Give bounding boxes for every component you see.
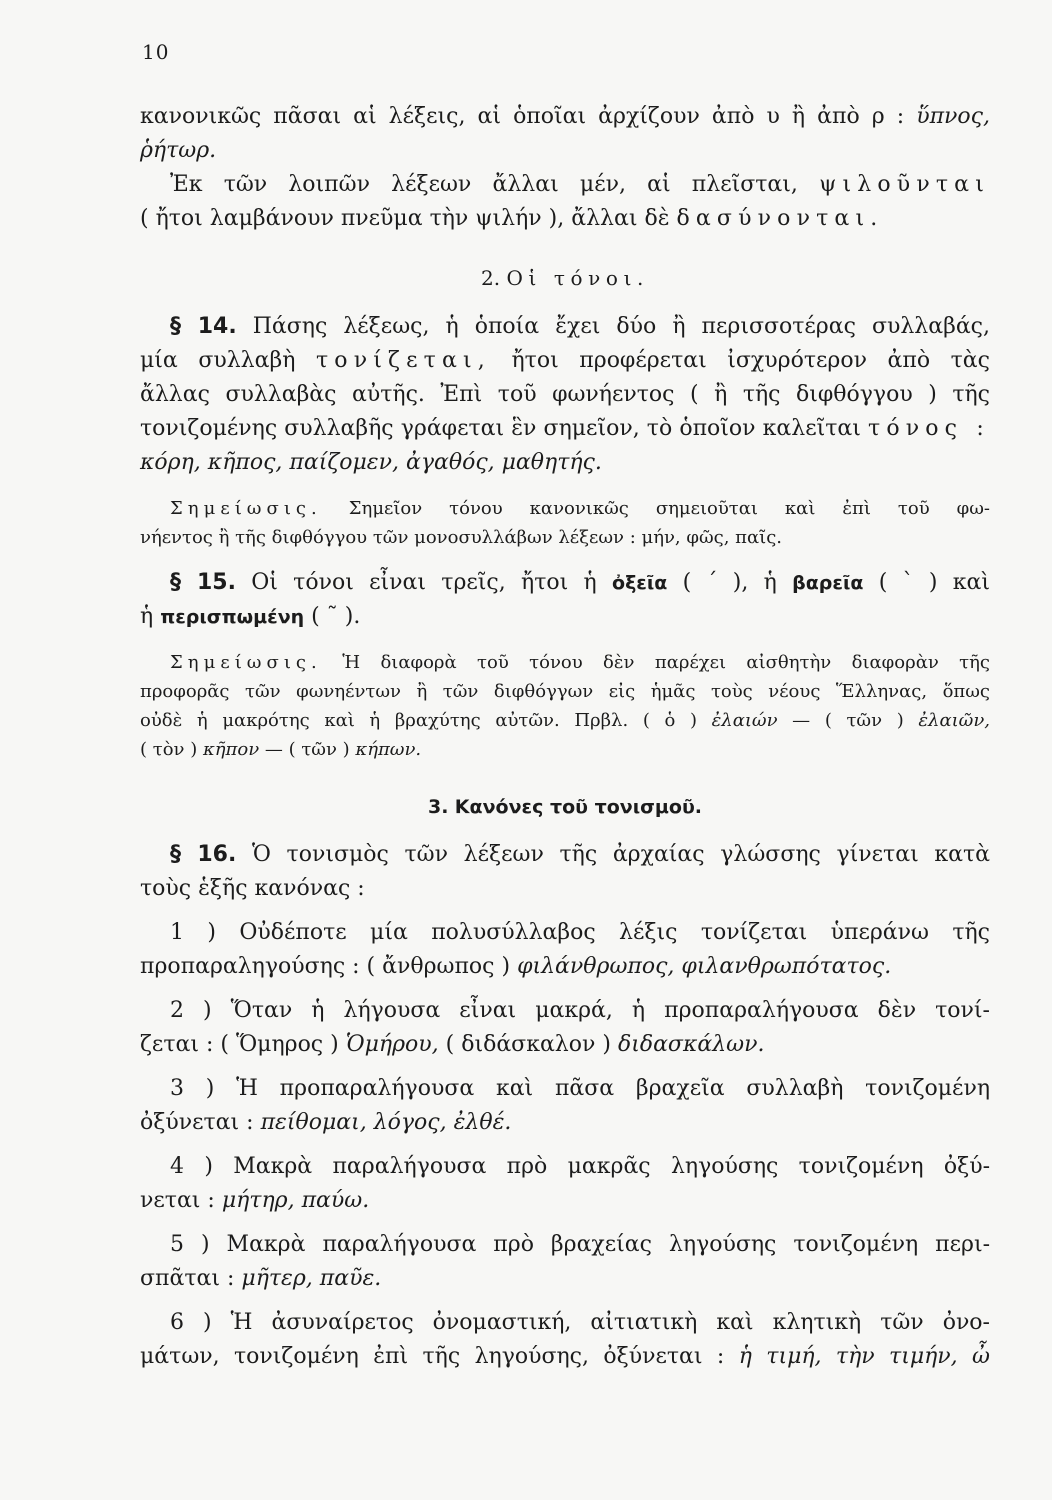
section-heading-3: [140, 794, 990, 818]
note-label: Σημείωσις.: [170, 652, 322, 673]
s15-line-1: [140, 566, 990, 600]
term-bareia: βαρεῖα: [792, 572, 864, 594]
text: μία συλλαβὴ: [140, 348, 316, 373]
example-word: ὕπνος,: [916, 104, 990, 129]
text: ( τὸν ): [140, 739, 203, 760]
heading-number: 3.: [427, 796, 449, 818]
rule-4-line-1: 4 ) Μακρὰ παραλήγουσα πρὸ μακρᾶς ληγούσης τονιζομένη ὀξύ-: [170, 1154, 990, 1179]
s16-line-2: τοὺς ἑξῆς κανόνας :: [140, 876, 365, 901]
section-mark: § 14.: [170, 314, 237, 339]
text: μάτων, τονιζομένη ἐπὶ τῆς ληγούσης, ὀξύνεται :: [140, 1344, 739, 1369]
example-words: πείθομαι, λόγος, ἐλθέ.: [260, 1110, 512, 1135]
text: Σημεῖον τόνου κανονικῶς σημειοῦται καὶ ἐπὶ τοῦ φω-: [321, 498, 990, 519]
rule-5-line-1: 5 ) Μακρὰ παραλήγουσα πρὸ βραχείας ληγούσης τονιζομένη περι-: [170, 1232, 990, 1257]
heading-title: Οἱ τόνοι.: [506, 266, 649, 290]
note1-line-2: νήεντος ἢ τῆς διφθόγγου τῶν μονοσυλλάβων λέξεων : μήν, φῶς, παῖς.: [140, 527, 783, 548]
text: Οἱ τόνοι εἶναι τρεῖς, ἤτοι ἡ: [235, 570, 613, 595]
rule-5-line-2: [140, 1262, 990, 1296]
text: σπᾶται :: [140, 1266, 242, 1291]
s14-line-4: [140, 412, 990, 446]
term-oxeia: ὀξεῖα: [612, 572, 668, 594]
note1-line-1: [140, 494, 990, 523]
text: ( ῀ ).: [304, 604, 361, 629]
text: Ὁ τονισμὸς τῶν λέξεων τῆς ἀρχαίας γλώσσης γίνεται κατὰ: [236, 842, 990, 867]
term-perispomeni: περισπωμένη: [160, 606, 305, 628]
s14-line-5: κόρη, κῆπος, παίζομεν, ἀγαθός, μαθητής.: [140, 450, 602, 475]
example-word: ἐλαιών: [711, 710, 778, 731]
text: Ἡ διαφορὰ τοῦ τόνου δὲν παρέχει αἰσθητὴν διαφορὰν τῆς: [321, 652, 990, 673]
intro-line-4: [140, 202, 990, 236]
rule-3-line-2: [140, 1106, 990, 1140]
text: ( ἤτοι λαμβάνουν πνεῦμα τὴν ψιλήν ), ἄλλαι δὲ: [140, 206, 677, 231]
example-words: ἡ τιμή, τὴν τιμήν, ὦ: [738, 1344, 990, 1369]
heading-number: 2.: [481, 266, 501, 290]
text: — ( τῶν ): [777, 710, 919, 731]
heading-title: Κανόνες τοῦ τονισμοῦ.: [454, 796, 702, 818]
note2-line-3: [140, 706, 990, 735]
rule-6-line-1: 6 ) Ἡ ἀσυναίρετος ὀνομαστική, αἰτιατικὴ καὶ κλητικὴ τῶν ὀνο-: [170, 1310, 990, 1335]
text: ὀξύνεται :: [140, 1110, 261, 1135]
text: Ἐκ τῶν λοιπῶν λέξεων ἄλλαι μέν, αἱ πλεῖσται,: [170, 172, 820, 197]
note2-line-2: προφορᾶς τῶν φωνηέντων ἢ τῶν διφθόγγων εἰς ἡμᾶς τοὺς νέους Ἕλληνας, ὅπως: [140, 681, 990, 702]
text: κανονικῶς πᾶσαι αἱ λέξεις, αἱ ὁποῖαι ἀρχίζουν ἀπὸ υ ἢ ἀπὸ ρ :: [140, 104, 917, 129]
text: οὐδὲ ἡ μακρότης καὶ ἡ βραχύτης αὐτῶν. Πρβλ. ( ὁ ): [140, 710, 712, 731]
section-mark: § 16.: [170, 842, 237, 867]
text: Πάσης λέξεως, ἡ ὁποία ἔχει δύο ἢ περισσοτέρας συλλαβάς,: [236, 314, 990, 339]
text: ( ΄ ), ἡ: [667, 570, 793, 595]
spaced-term: τονίζεται,: [315, 348, 491, 373]
page-number: 10: [142, 40, 170, 64]
text: ( ` ) καὶ: [863, 570, 990, 595]
text: προπαραληγούσης : ( ἄνθρωπος ): [140, 954, 518, 979]
example-words: μήτηρ, παύω.: [221, 1188, 370, 1213]
example-word: κήπων.: [355, 739, 422, 760]
text: ζεται : ( Ὅμηρος ): [140, 1032, 346, 1057]
rule-1-line-1: 1 ) Οὐδέποτε μία πολυσύλλαβος λέξις τονίζεται ὑπεράνω τῆς: [170, 920, 990, 945]
rule-1-line-2: [140, 950, 990, 984]
spaced-term: δασύνονται.: [676, 206, 884, 231]
example-words: μῆτερ, παῦε.: [241, 1266, 382, 1291]
rule-2-line-1: 2 ) Ὅταν ἡ λήγουσα εἶναι μακρά, ἡ προπαραλήγουσα δὲν τονί-: [170, 998, 990, 1023]
rule-3-line-1: 3 ) Ἡ προπαραλήγουσα καὶ πᾶσα βραχεῖα συλλαβὴ τονιζομένη: [170, 1076, 990, 1101]
text: νεται :: [140, 1188, 222, 1213]
text: ἤτοι προφέρεται ἰσχυρότερον ἀπὸ τὰς: [490, 348, 990, 373]
example-words: φιλάνθρωπος, φιλανθρωπότατος.: [517, 954, 892, 979]
text: — ( τῶν ): [259, 739, 356, 760]
section-mark: § 15.: [170, 570, 236, 595]
text: ( διδάσκαλον ): [438, 1032, 618, 1057]
intro-line-1: [140, 100, 990, 134]
example-word: κῆπον: [202, 739, 260, 760]
note2-line-4: [140, 735, 990, 764]
example-word: Ὁμήρου,: [345, 1032, 439, 1057]
spaced-term: τόνος :: [868, 416, 991, 441]
example-word: ἐλαιῶν,: [918, 710, 990, 731]
intro-line-3: [140, 168, 990, 202]
s14-line-1: [140, 310, 990, 344]
text: τονιζομένης συλλαβῆς γράφεται ἓν σημεῖον, τὸ ὁποῖον καλεῖται: [140, 416, 868, 441]
spaced-term: ψιλοῦνται: [819, 172, 990, 197]
s14-line-2: [140, 344, 990, 378]
s15-line-2: [140, 600, 990, 634]
text: ἡ: [140, 604, 161, 629]
example-word: διδασκάλων.: [617, 1032, 765, 1057]
note2-line-1: [140, 648, 990, 677]
section-heading-2: [140, 266, 990, 290]
s16-line-1: [140, 838, 990, 872]
rule-4-line-2: [140, 1184, 990, 1218]
rule-6-line-2: [140, 1340, 990, 1374]
note-label: Σημείωσις.: [170, 498, 322, 519]
intro-line-2: ῥήτωρ.: [140, 138, 217, 163]
rule-2-line-2: [140, 1028, 990, 1062]
s14-line-3: ἄλλας συλλαβὰς αὐτῆς. Ἐπὶ τοῦ φωνήεντος ( ἢ τῆς διφθόγγου ) τῆς: [140, 382, 990, 407]
